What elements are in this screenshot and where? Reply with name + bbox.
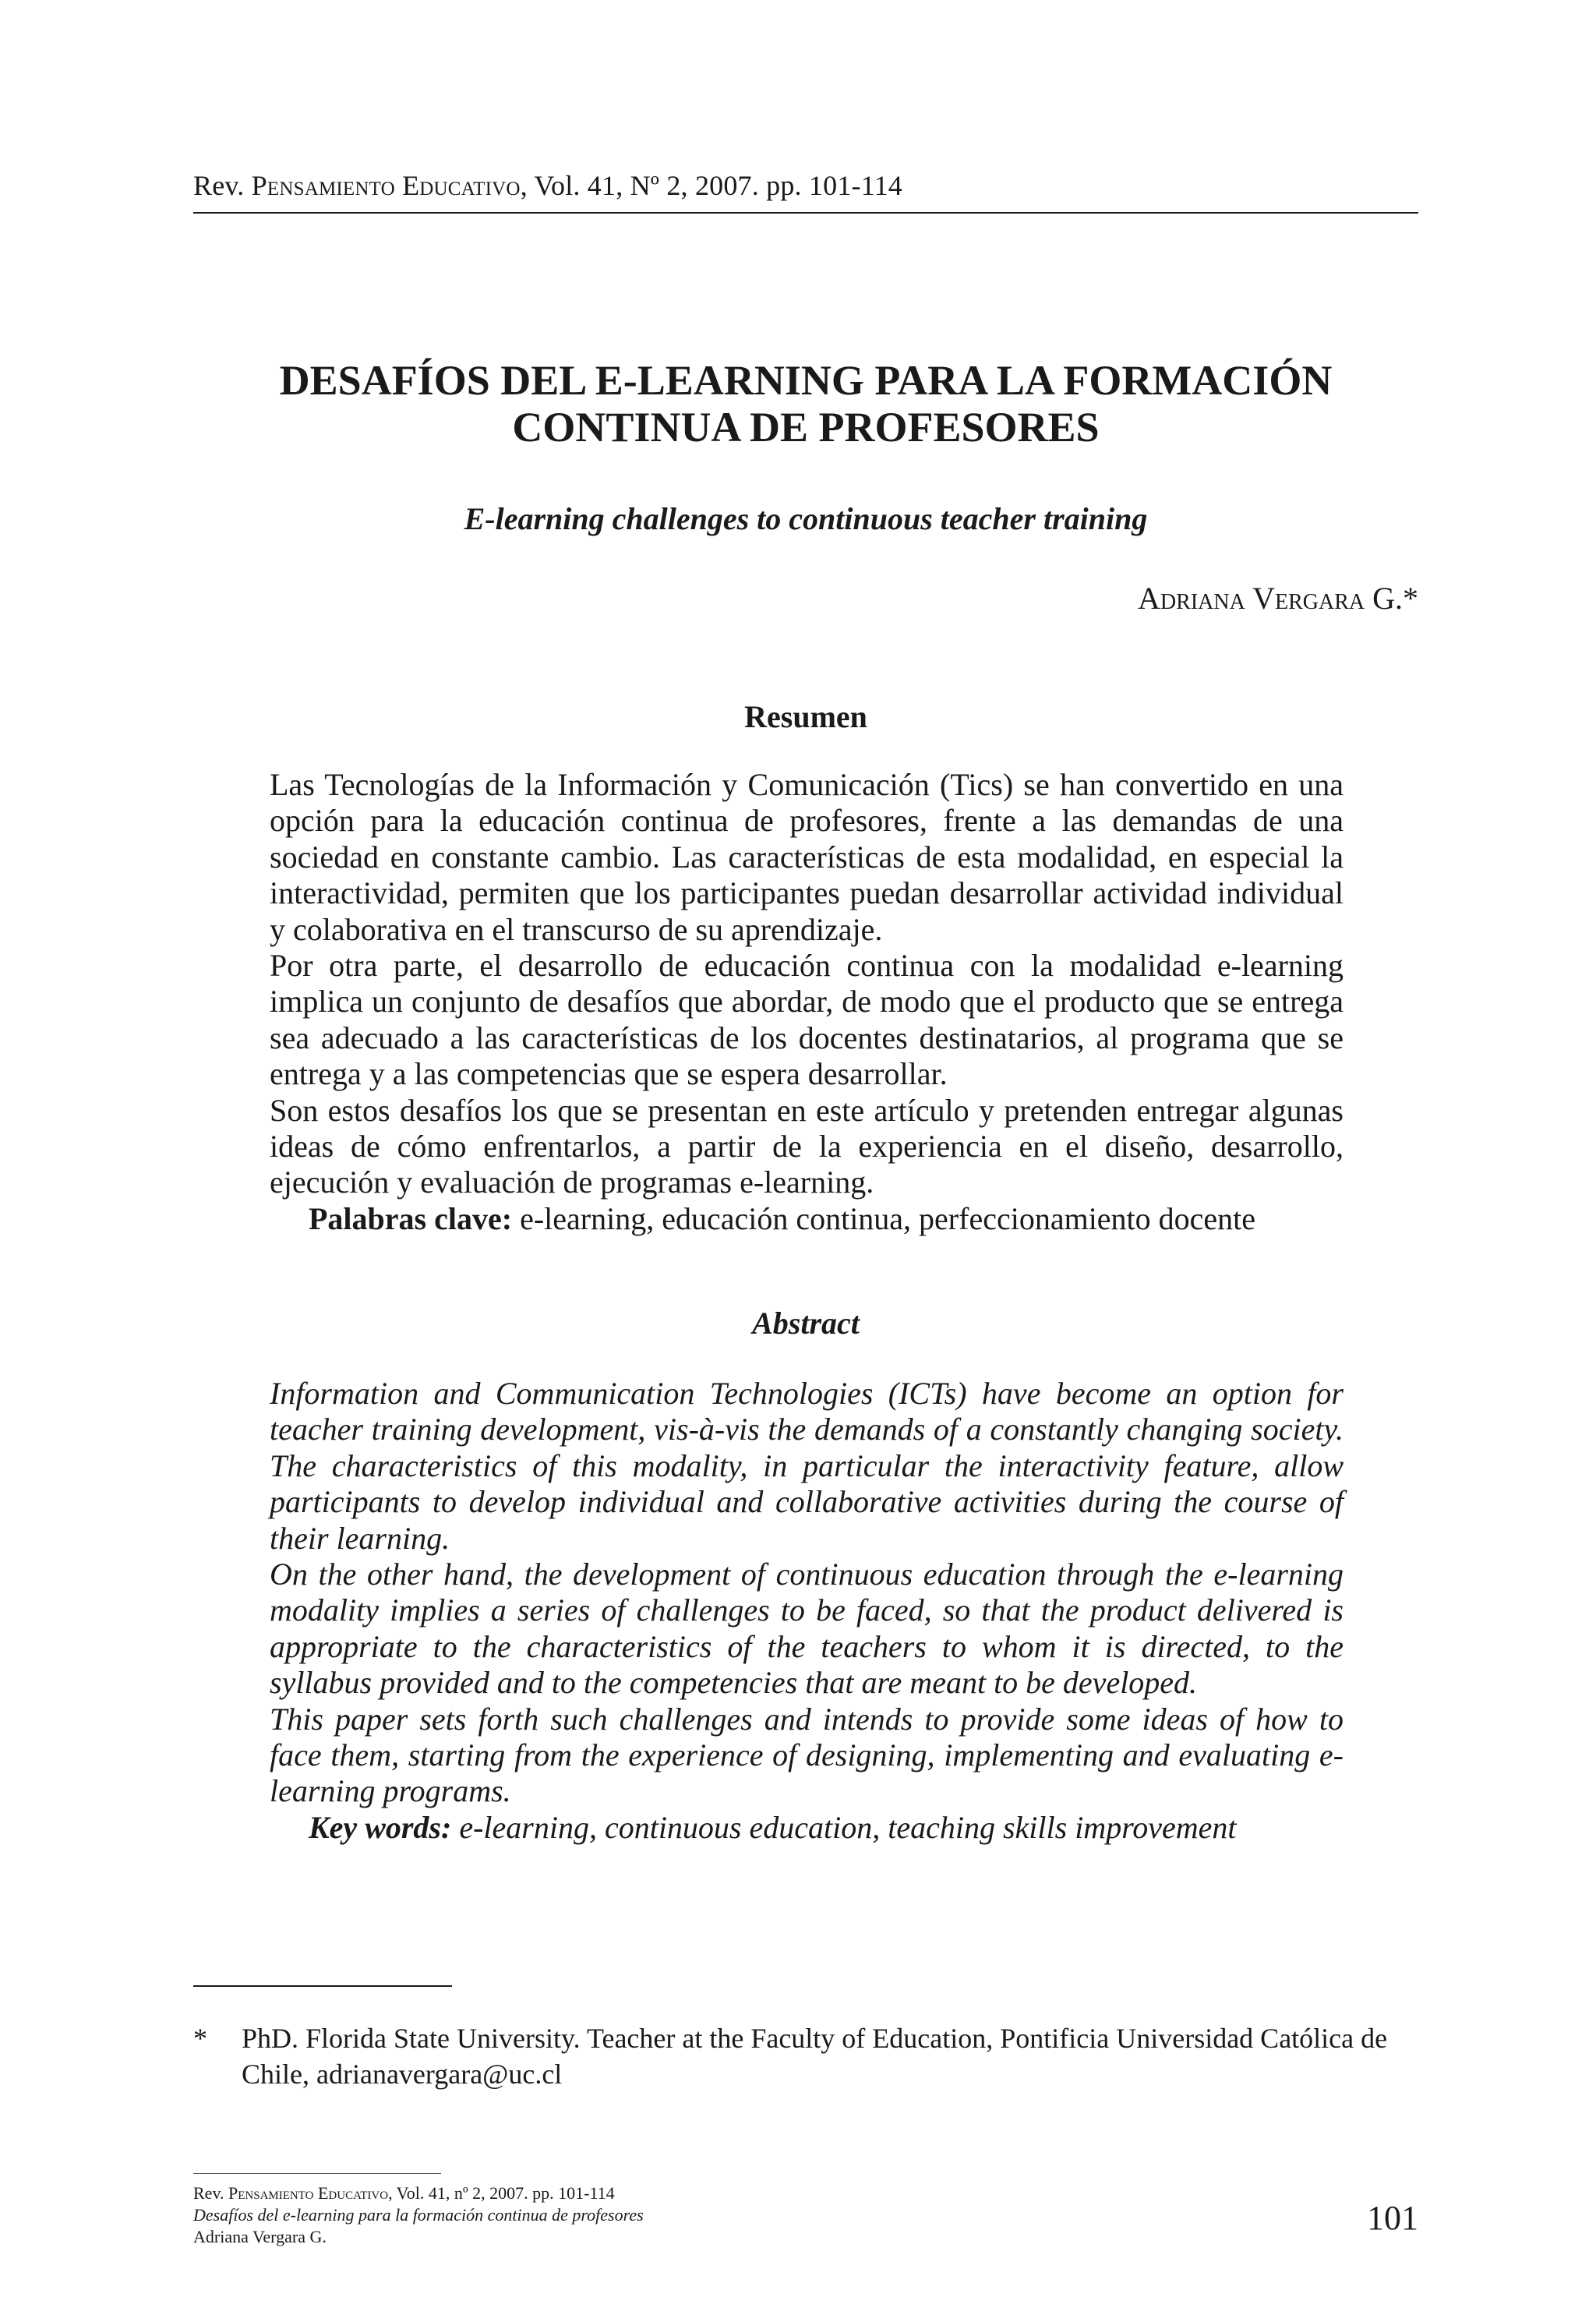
author-line (1138, 580, 1418, 617)
resumen-keywords-label: Palabras clave: (309, 1200, 513, 1236)
resumen-paragraph: Son estos desafíos los que se presentan en este artículo y pretenden entregar algunas ideas de cómo enfrentarlos, a partir de la experiencia en el diseño, desarrollo, ejecución y evaluación de programas e-learning. (270, 1092, 1344, 1200)
article-title (193, 357, 1418, 451)
author-name: Adriana Vergara (1138, 581, 1365, 616)
footer-author: Adriana Vergara G. (193, 2227, 327, 2246)
running-header-citation: , Vol. 41, Nº 2, 2007. pp. 101-114 (520, 170, 903, 201)
article-title-line-2: CONTINUA DE PROFESORES (512, 404, 1100, 451)
footer-citation-line (193, 2182, 1050, 2204)
footnote-mark: * (193, 2023, 207, 2054)
author-suffix: G.* (1372, 581, 1418, 616)
header-rule (193, 212, 1418, 214)
footnote-rule (193, 1985, 452, 1987)
footnote (193, 2020, 1418, 2092)
abstract-paragraph: Information and Communication Technologies (ICTs) have become an option for teacher training development, vis-à-vis the demands of a constantly changing society. The characteristics of this modality, in particular the interactivity feature, allow participants to develop individual and collaborative activities during the course of their learning. (270, 1376, 1344, 1556)
footer-rule (193, 2173, 441, 2174)
resumen-keywords-text: e-learning, educación continua, perfeccionamiento docente (512, 1200, 1256, 1236)
abstract-keywords-text: e-learning, continuous education, teaching skills improvement (451, 1809, 1237, 1845)
footnote-text: PhD. Florida State University. Teacher at the Faculty of Education, Pontificia Universidad Católica de Chile, adrianavergara@uc.cl (242, 2023, 1388, 2090)
page-number: 101 (1367, 2199, 1418, 2237)
running-header-rev: Rev. (193, 170, 245, 201)
page-footer (193, 2182, 1050, 2248)
abstract-keywords-label: Key words: (309, 1809, 452, 1845)
footer-article-title: Desafíos del e-learning para la formación continua de profesores (193, 2205, 644, 2225)
abstract-heading: Abstract (752, 1306, 860, 1341)
running-header (193, 168, 1418, 203)
abstract-paragraph: On the other hand, the development of continuous education through the e-learning modality implies a series of challenges to be faced, so that the product delivered is appropriate to the characteristics of the teachers to whom it is directed, to the syllabus provided and to the competencies that are meant to be developed. (270, 1557, 1344, 1701)
footer-journal: Pensamiento Educativo (228, 2183, 389, 2203)
footer-rev: Rev. (193, 2183, 224, 2203)
article-subtitle: E-learning challenges to continuous teacher training (464, 501, 1148, 536)
abstract-keywords (270, 1810, 1344, 1846)
resumen-keywords (270, 1201, 1344, 1237)
footer-citation: , Vol. 41, nº 2, 2007. pp. 101-114 (388, 2183, 615, 2203)
running-header-journal: Pensamiento Educativo (251, 170, 521, 201)
resumen-paragraph: Por otra parte, el desarrollo de educación continua con la modalidad e-learning implica un conjunto de desafíos que abordar, de modo que el producto que se entrega sea adecuado a las características de los docentes destinatarios, al programa que se entrega y a las competencias que se espera desarrollar. (270, 948, 1344, 1092)
resumen-body (270, 767, 1344, 1237)
article-title-line-1: DESAFÍOS DEL E-LEARNING PARA LA FORMACIÓN (279, 357, 1333, 404)
abstract-paragraph: This paper sets forth such challenges and intends to provide some ideas of how to face them, starting from the experience of designing, implementing and evaluating e-learning programs. (270, 1701, 1344, 1809)
resumen-heading: Resumen (744, 699, 867, 734)
abstract-body (270, 1376, 1344, 1846)
resumen-paragraph: Las Tecnologías de la Información y Comunicación (Tics) se han convertido en una opción para la educación continua de profesores, frente a las demandas de una sociedad en constante cambio. Las características de esta modalidad, en especial la interactividad, permiten que los participantes puedan desarrollar actividad individual y colaborativa en el transcurso de su aprendizaje. (270, 767, 1344, 947)
